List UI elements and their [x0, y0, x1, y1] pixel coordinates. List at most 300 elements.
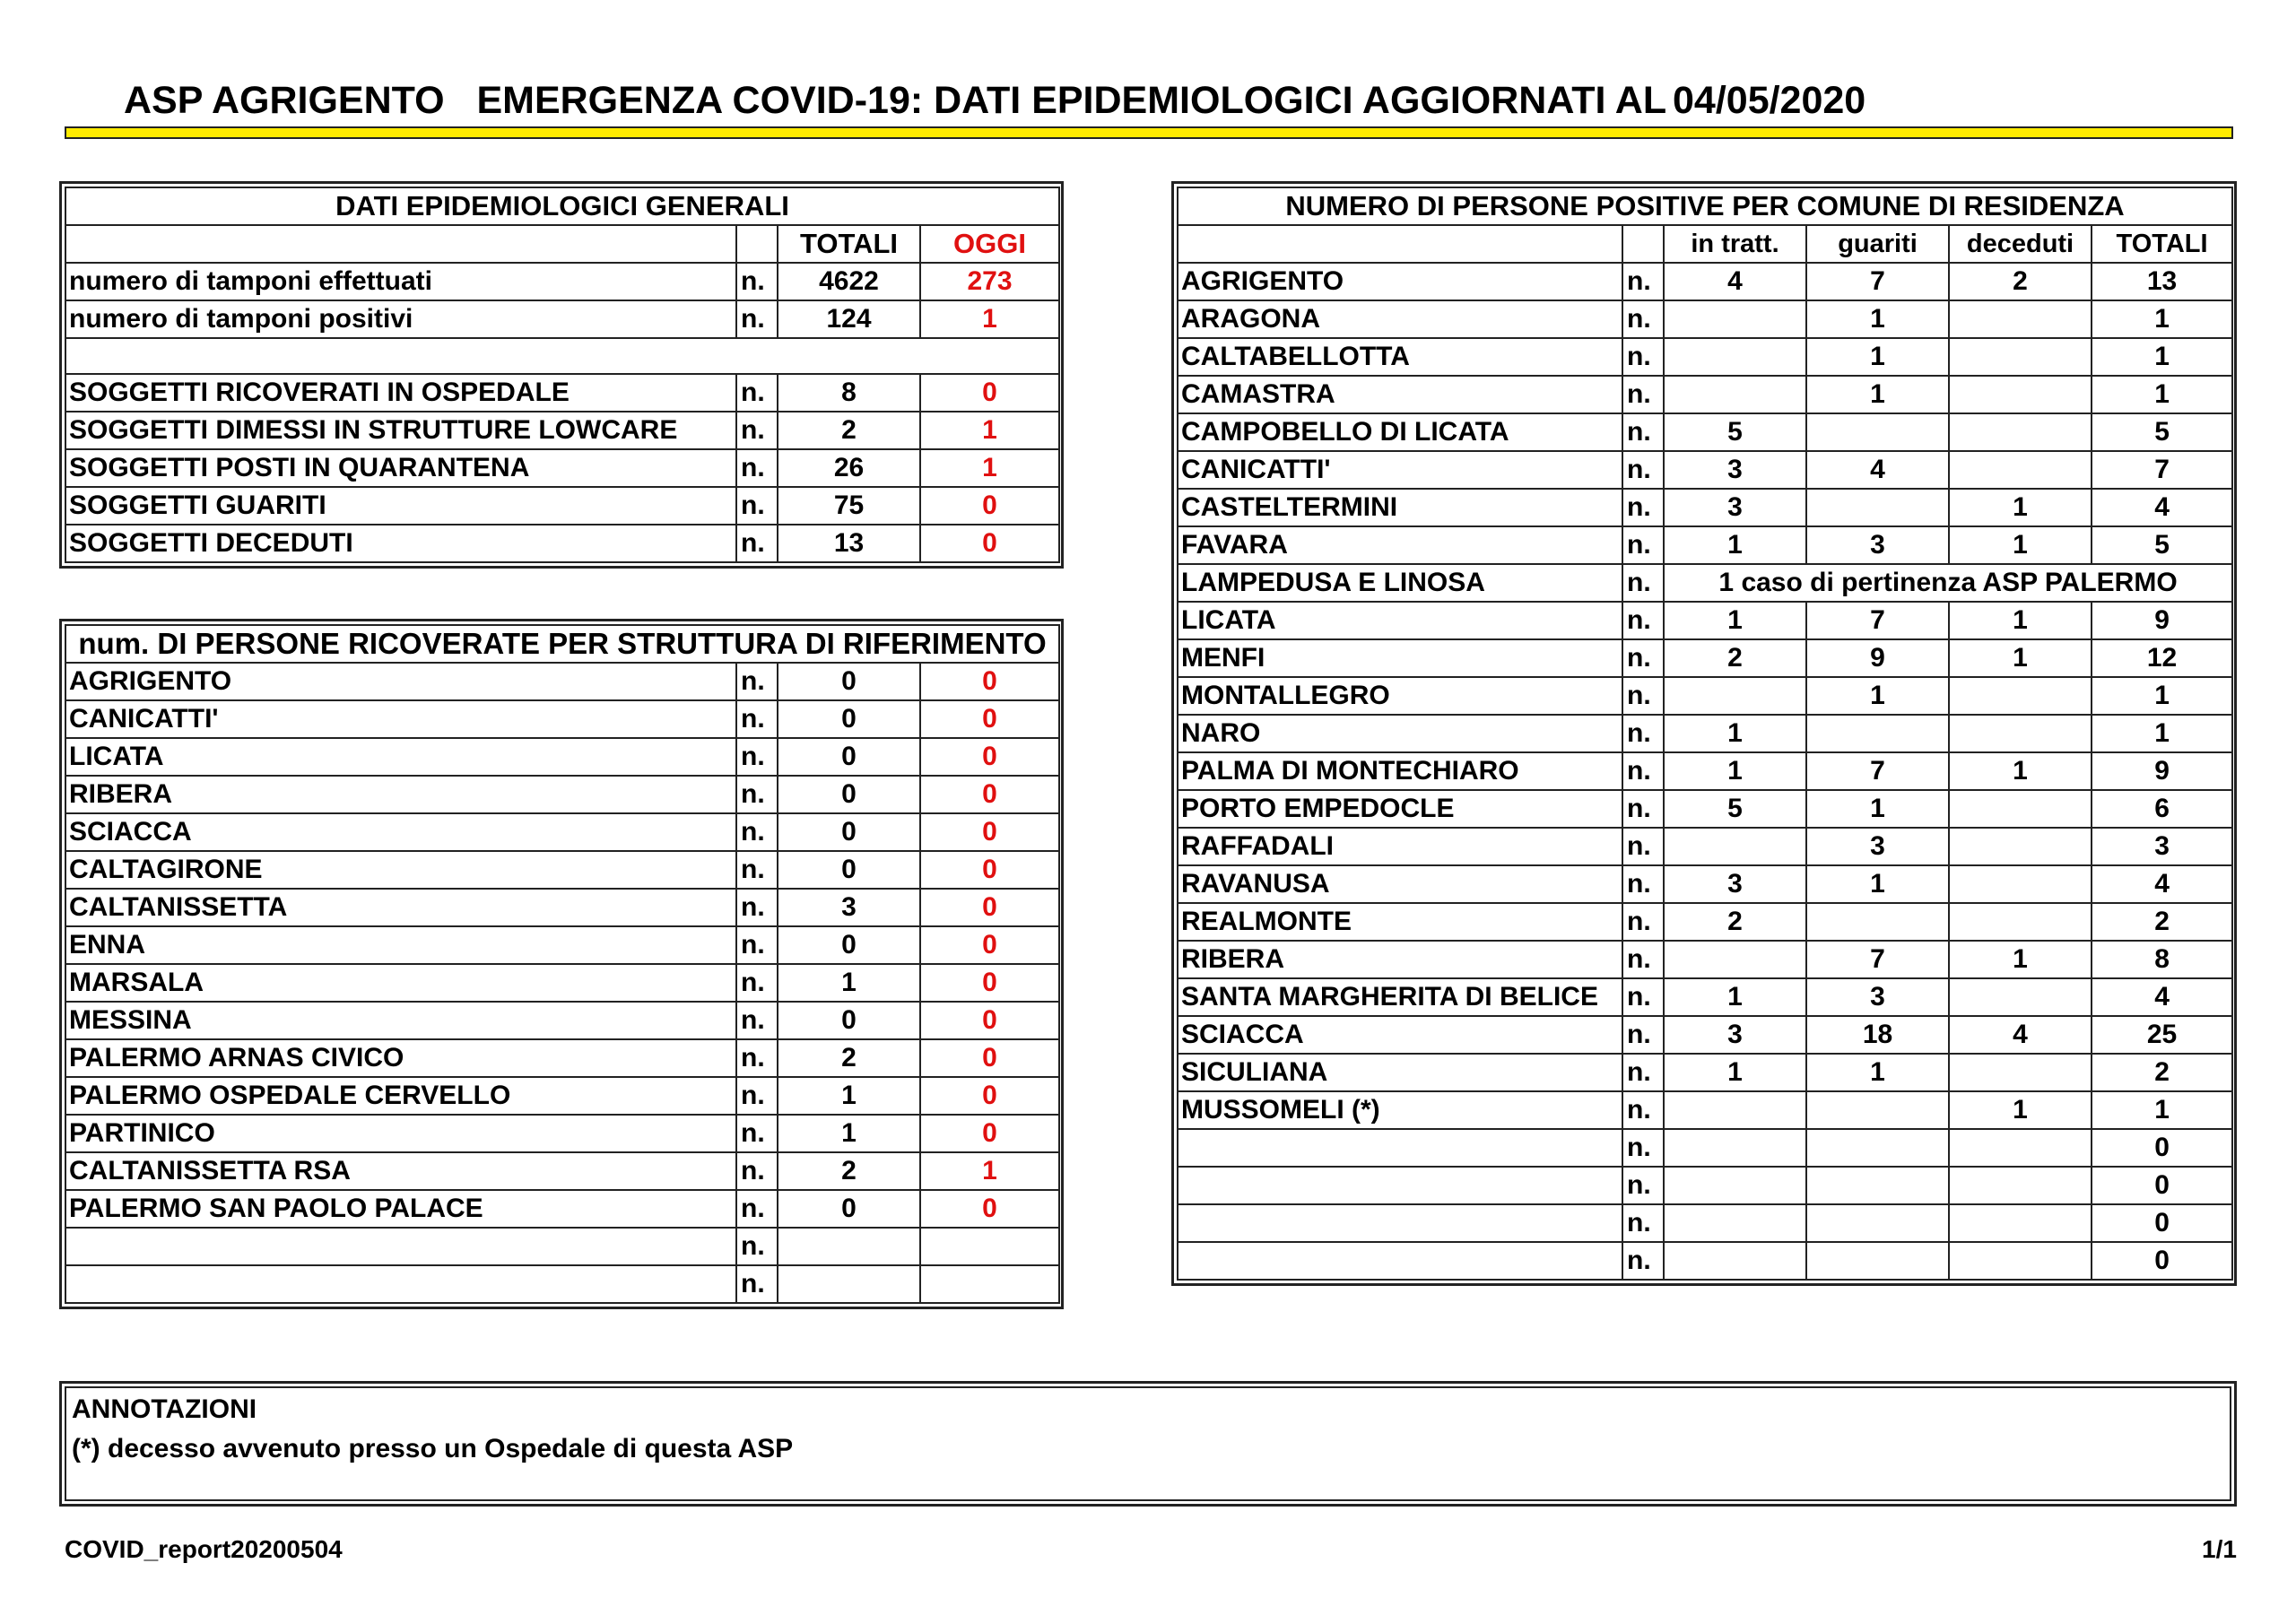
comune-row [1178, 1129, 2232, 1167]
value-guariti [1806, 903, 1949, 941]
annotations-content [65, 1386, 2231, 1501]
comune-row [1178, 715, 2232, 752]
comune-name [1178, 1204, 1622, 1242]
value-guariti: 9 [1806, 639, 1949, 677]
value-totali: 0 [778, 700, 920, 738]
value-totali: 0 [778, 926, 920, 964]
comune-name: PORTO EMPEDOCLE [1178, 790, 1622, 828]
general-row [65, 374, 1059, 412]
comune-name: NARO [1178, 715, 1622, 752]
row-unit: n. [1622, 451, 1664, 489]
comune-name: PALMA DI MONTECHIARO [1178, 752, 1622, 790]
row-unit: n. [736, 1039, 778, 1077]
value-oggi: 0 [920, 525, 1059, 562]
value-in-tratt: 1 [1664, 715, 1806, 752]
value-totali: 4622 [778, 263, 920, 300]
value-totali: 1 [2092, 338, 2232, 376]
value-totali: 3 [778, 889, 920, 926]
value-guariti: 1 [1806, 376, 1949, 413]
comune-row [1178, 413, 2232, 451]
value-oggi: 0 [920, 1077, 1059, 1115]
hospital-name: CALTANISSETTA RSA [65, 1152, 736, 1190]
comune-name: MUSSOMELI (*) [1178, 1091, 1622, 1129]
general-row [65, 412, 1059, 449]
value-in-tratt [1664, 1091, 1806, 1129]
hospital-name: LICATA [65, 738, 736, 776]
value-oggi: 0 [920, 374, 1059, 412]
col-header-guariti: guariti [1806, 225, 1949, 263]
general-data-panel [59, 181, 1064, 569]
col-header-tratt: in tratt. [1664, 225, 1806, 263]
value-guariti [1806, 715, 1949, 752]
hospital-name: PALERMO SAN PAOLO PALACE [65, 1190, 736, 1228]
value-in-tratt [1664, 1129, 1806, 1167]
value-in-tratt [1664, 338, 1806, 376]
row-unit: n. [736, 487, 778, 525]
value-guariti [1806, 1242, 1949, 1280]
general-table-title: DATI EPIDEMIOLOGICI GENERALI [65, 187, 1059, 225]
value-guariti [1806, 1129, 1949, 1167]
value-deceduti [1949, 1054, 2092, 1091]
value-totali: 1 [2092, 1091, 2232, 1129]
row-unit: n. [1622, 639, 1664, 677]
comune-name: CALTABELLOTTA [1178, 338, 1622, 376]
hospital-name [65, 1228, 736, 1265]
general-row [65, 487, 1059, 525]
hospital-name: PALERMO OSPEDALE CERVELLO [65, 1077, 736, 1115]
hospital-name: CANICATTI' [65, 700, 736, 738]
comune-name [1178, 1242, 1622, 1280]
value-totali: 124 [778, 300, 920, 338]
col-header-totali: TOTALI [778, 225, 920, 263]
value-totali: 1 [778, 964, 920, 1002]
comune-row [1178, 1016, 2232, 1054]
row-unit: n. [1622, 752, 1664, 790]
comune-row [1178, 376, 2232, 413]
hospital-row [65, 1039, 1059, 1077]
value-deceduti: 2 [1949, 263, 2092, 300]
row-unit: n. [1622, 1129, 1664, 1167]
value-deceduti [1949, 715, 2092, 752]
hospital-row [65, 851, 1059, 889]
row-label: numero di tamponi effettuati [65, 263, 736, 300]
hospital-row [65, 738, 1059, 776]
value-deceduti: 1 [1949, 639, 2092, 677]
comune-name [1178, 1167, 1622, 1204]
value-totali: 1 [2092, 715, 2232, 752]
value-totali: 25 [2092, 1016, 2232, 1054]
comune-row [1178, 526, 2232, 564]
row-unit: n. [1622, 715, 1664, 752]
row-unit: n. [1622, 1091, 1664, 1129]
comune-row [1178, 564, 2232, 602]
comune-name: SICULIANA [1178, 1054, 1622, 1091]
value-in-tratt: 1 [1664, 1054, 1806, 1091]
value-in-tratt [1664, 941, 1806, 978]
row-unit: n. [736, 926, 778, 964]
comune-row [1178, 978, 2232, 1016]
comune-name: LAMPEDUSA E LINOSA [1178, 564, 1622, 602]
value-deceduti [1949, 677, 2092, 715]
report-date: 04/05/2020 [1673, 79, 1866, 122]
comune-row [1178, 1167, 2232, 1204]
value-oggi: 0 [920, 776, 1059, 813]
comune-row [1178, 941, 2232, 978]
row-unit: n. [736, 449, 778, 487]
footer-filename: COVID_report20200504 [65, 1535, 343, 1563]
value-guariti: 3 [1806, 978, 1949, 1016]
comune-row [1178, 338, 2232, 376]
value-guariti: 7 [1806, 263, 1949, 300]
value-in-tratt: 1 [1664, 978, 1806, 1016]
comune-name: FAVARA [1178, 526, 1622, 564]
comune-name: RAVANUSA [1178, 865, 1622, 903]
hospital-row [65, 926, 1059, 964]
hospital-name [65, 1265, 736, 1303]
value-totali: 9 [2092, 752, 2232, 790]
value-totali: 0 [778, 738, 920, 776]
value-totali [778, 1228, 920, 1265]
value-totali: 5 [2092, 413, 2232, 451]
row-unit: n. [736, 1002, 778, 1039]
value-totali: 0 [778, 1002, 920, 1039]
row-unit: n. [1622, 1167, 1664, 1204]
comuni-panel [1171, 181, 2237, 1286]
row-unit: n. [736, 412, 778, 449]
value-oggi: 0 [920, 964, 1059, 1002]
row-unit: n. [736, 263, 778, 300]
value-totali: 1 [2092, 376, 2232, 413]
row-unit: n. [1622, 978, 1664, 1016]
hospitals-table [65, 624, 1060, 1304]
spacer-row [65, 338, 1059, 374]
hospital-name: ENNA [65, 926, 736, 964]
row-unit: n. [1622, 903, 1664, 941]
value-totali: 0 [778, 1190, 920, 1228]
row-label: SOGGETTI DECEDUTI [65, 525, 736, 562]
row-unit: n. [736, 525, 778, 562]
row-unit: n. [1622, 413, 1664, 451]
value-guariti: 1 [1806, 1054, 1949, 1091]
row-label: SOGGETTI GUARITI [65, 487, 736, 525]
value-oggi: 0 [920, 851, 1059, 889]
comune-name: SANTA MARGHERITA DI BELICE [1178, 978, 1622, 1016]
value-totali: 3 [2092, 828, 2232, 865]
value-totali: 1 [778, 1077, 920, 1115]
value-totali: 7 [2092, 451, 2232, 489]
value-totali: 1 [2092, 300, 2232, 338]
row-unit: n. [1622, 677, 1664, 715]
row-unit: n. [736, 1190, 778, 1228]
value-oggi: 1 [920, 300, 1059, 338]
footer-page-number: 1/1 [2202, 1535, 2237, 1563]
hospital-row [65, 1265, 1059, 1303]
comune-name: RIBERA [1178, 941, 1622, 978]
value-totali: 13 [778, 525, 920, 562]
row-unit: n. [736, 300, 778, 338]
hospital-name: MESSINA [65, 1002, 736, 1039]
hospital-row [65, 1228, 1059, 1265]
value-totali: 2 [2092, 903, 2232, 941]
comuni-table [1177, 187, 2233, 1281]
value-in-tratt: 2 [1664, 903, 1806, 941]
value-deceduti: 4 [1949, 1016, 2092, 1054]
comune-row [1178, 790, 2232, 828]
value-oggi: 273 [920, 263, 1059, 300]
row-unit: n. [1622, 489, 1664, 526]
row-unit: n. [736, 1228, 778, 1265]
row-unit: n. [1622, 941, 1664, 978]
hospital-row [65, 700, 1059, 738]
comune-name: ARAGONA [1178, 300, 1622, 338]
row-unit: n. [1622, 790, 1664, 828]
value-deceduti [1949, 865, 2092, 903]
value-guariti [1806, 489, 1949, 526]
value-deceduti [1949, 828, 2092, 865]
hospital-row [65, 813, 1059, 851]
comune-row [1178, 1204, 2232, 1242]
value-totali: 8 [778, 374, 920, 412]
value-deceduti [1949, 1167, 2092, 1204]
value-oggi: 1 [920, 412, 1059, 449]
value-in-tratt: 4 [1664, 263, 1806, 300]
value-oggi: 0 [920, 813, 1059, 851]
comune-row [1178, 451, 2232, 489]
value-guariti: 3 [1806, 526, 1949, 564]
value-in-tratt [1664, 677, 1806, 715]
value-deceduti: 1 [1949, 752, 2092, 790]
comune-row [1178, 300, 2232, 338]
comune-name: CANICATTI' [1178, 451, 1622, 489]
general-row [65, 300, 1059, 338]
general-row [65, 263, 1059, 300]
col-header-deceduti: deceduti [1949, 225, 2092, 263]
value-totali: 1 [2092, 677, 2232, 715]
row-unit: n. [736, 851, 778, 889]
value-guariti: 1 [1806, 338, 1949, 376]
row-unit: n. [1622, 1204, 1664, 1242]
value-totali [778, 1265, 920, 1303]
value-guariti: 1 [1806, 865, 1949, 903]
value-guariti: 18 [1806, 1016, 1949, 1054]
title-underline-bar [65, 126, 2233, 139]
value-oggi: 0 [920, 889, 1059, 926]
value-totali: 5 [2092, 526, 2232, 564]
hospital-row [65, 1002, 1059, 1039]
hospital-name: CALTANISSETTA [65, 889, 736, 926]
value-totali: 0 [778, 663, 920, 700]
comune-name [1178, 1129, 1622, 1167]
value-in-tratt: 3 [1664, 1016, 1806, 1054]
value-guariti: 4 [1806, 451, 1949, 489]
value-oggi: 0 [920, 700, 1059, 738]
value-guariti [1806, 1091, 1949, 1129]
general-row [65, 449, 1059, 487]
comune-row [1178, 677, 2232, 715]
comune-name: RAFFADALI [1178, 828, 1622, 865]
hospitals-table-title: num. DI PERSONE RICOVERATE PER STRUTTURA DI RIFERIMENTO [65, 625, 1059, 663]
comune-row [1178, 1091, 2232, 1129]
row-unit: n. [1622, 1242, 1664, 1280]
value-totali: 9 [2092, 602, 2232, 639]
hospital-name: AGRIGENTO [65, 663, 736, 700]
value-totali: 2 [778, 1152, 920, 1190]
value-totali: 6 [2092, 790, 2232, 828]
value-in-tratt: 1 [1664, 602, 1806, 639]
value-deceduti [1949, 790, 2092, 828]
comune-name: MENFI [1178, 639, 1622, 677]
comune-row [1178, 903, 2232, 941]
comune-row [1178, 263, 2232, 300]
value-totali: 1 [778, 1115, 920, 1152]
value-in-tratt: 2 [1664, 639, 1806, 677]
value-in-tratt [1664, 300, 1806, 338]
hospital-row [65, 1115, 1059, 1152]
value-totali: 0 [2092, 1129, 2232, 1167]
comune-row [1178, 1054, 2232, 1091]
hospital-row [65, 964, 1059, 1002]
value-in-tratt [1664, 1204, 1806, 1242]
value-totali: 12 [2092, 639, 2232, 677]
annotations-panel [59, 1381, 2237, 1507]
comune-name: MONTALLEGRO [1178, 677, 1622, 715]
value-totali: 0 [778, 813, 920, 851]
row-unit: n. [736, 813, 778, 851]
row-unit: n. [736, 374, 778, 412]
row-unit: n. [1622, 338, 1664, 376]
value-deceduti: 1 [1949, 526, 2092, 564]
comune-name: SCIACCA [1178, 1016, 1622, 1054]
row-unit: n. [1622, 526, 1664, 564]
value-oggi: 0 [920, 738, 1059, 776]
hospitals-panel [59, 619, 1064, 1309]
value-in-tratt: 5 [1664, 413, 1806, 451]
value-deceduti [1949, 903, 2092, 941]
value-guariti [1806, 1167, 1949, 1204]
value-guariti: 7 [1806, 602, 1949, 639]
value-in-tratt: 1 [1664, 752, 1806, 790]
row-unit: n. [736, 1152, 778, 1190]
value-totali: 0 [2092, 1242, 2232, 1280]
comune-name: REALMONTE [1178, 903, 1622, 941]
hospital-row [65, 776, 1059, 813]
row-unit: n. [1622, 564, 1664, 602]
value-oggi: 0 [920, 1190, 1059, 1228]
hospital-row [65, 1077, 1059, 1115]
value-oggi: 0 [920, 1039, 1059, 1077]
row-unit: n. [736, 889, 778, 926]
hospital-name: SCIACCA [65, 813, 736, 851]
value-deceduti [1949, 451, 2092, 489]
row-unit: n. [736, 1115, 778, 1152]
row-unit: n. [1622, 1016, 1664, 1054]
row-unit: n. [1622, 828, 1664, 865]
value-oggi: 1 [920, 449, 1059, 487]
value-deceduti [1949, 338, 2092, 376]
value-guariti: 7 [1806, 752, 1949, 790]
value-guariti [1806, 1204, 1949, 1242]
value-oggi: 0 [920, 1115, 1059, 1152]
hospital-row [65, 1190, 1059, 1228]
row-unit: n. [1622, 602, 1664, 639]
value-totali: 8 [2092, 941, 2232, 978]
value-in-tratt [1664, 376, 1806, 413]
comune-name: CAMASTRA [1178, 376, 1622, 413]
value-in-tratt: 3 [1664, 451, 1806, 489]
value-deceduti [1949, 376, 2092, 413]
hospital-name: CALTAGIRONE [65, 851, 736, 889]
comune-row [1178, 865, 2232, 903]
value-in-tratt [1664, 828, 1806, 865]
value-oggi: 0 [920, 1002, 1059, 1039]
row-label: SOGGETTI RICOVERATI IN OSPEDALE [65, 374, 736, 412]
hospital-name: PARTINICO [65, 1115, 736, 1152]
value-totali: 0 [2092, 1204, 2232, 1242]
value-totali: 13 [2092, 263, 2232, 300]
row-unit: n. [1622, 300, 1664, 338]
row-unit: n. [736, 738, 778, 776]
row-unit: n. [736, 1265, 778, 1303]
value-in-tratt: 3 [1664, 865, 1806, 903]
comuni-table-title: NUMERO DI PERSONE POSITIVE PER COMUNE DI RESIDENZA [1178, 187, 2232, 225]
hospital-name: PALERMO ARNAS CIVICO [65, 1039, 736, 1077]
value-guariti: 7 [1806, 941, 1949, 978]
value-deceduti: 1 [1949, 489, 2092, 526]
value-oggi: 0 [920, 926, 1059, 964]
row-unit: n. [736, 776, 778, 813]
value-guariti: 3 [1806, 828, 1949, 865]
hospital-row [65, 889, 1059, 926]
hospital-name: RIBERA [65, 776, 736, 813]
value-deceduti: 1 [1949, 1091, 2092, 1129]
general-row [65, 525, 1059, 562]
comune-row [1178, 828, 2232, 865]
title-text: ASP AGRIGENTO EMERGENZA COVID-19: DATI EPIDEMIOLOGICI AGGIORNATI AL [124, 79, 1667, 122]
value-guariti: 1 [1806, 300, 1949, 338]
general-data-table [65, 187, 1060, 563]
value-totali: 2 [2092, 1054, 2232, 1091]
report-title [124, 75, 2187, 126]
value-totali: 0 [778, 776, 920, 813]
value-totali: 4 [2092, 865, 2232, 903]
value-oggi [920, 1228, 1059, 1265]
value-in-tratt: 3 [1664, 489, 1806, 526]
value-totali: 4 [2092, 489, 2232, 526]
row-unit: n. [1622, 263, 1664, 300]
value-totali: 4 [2092, 978, 2232, 1016]
value-oggi [920, 1265, 1059, 1303]
hospital-row [65, 663, 1059, 700]
row-unit: n. [736, 663, 778, 700]
value-totali: 2 [778, 1039, 920, 1077]
value-deceduti [1949, 978, 2092, 1016]
row-label: SOGGETTI POSTI IN QUARANTENA [65, 449, 736, 487]
row-unit: n. [736, 964, 778, 1002]
value-totali: 75 [778, 487, 920, 525]
row-label: numero di tamponi positivi [65, 300, 736, 338]
value-totali: 0 [778, 851, 920, 889]
value-deceduti [1949, 1204, 2092, 1242]
comune-name: LICATA [1178, 602, 1622, 639]
comune-row [1178, 602, 2232, 639]
value-oggi: 1 [920, 1152, 1059, 1190]
value-deceduti: 1 [1949, 602, 2092, 639]
value-guariti: 1 [1806, 790, 1949, 828]
value-totali: 26 [778, 449, 920, 487]
hospital-row [65, 1152, 1059, 1190]
row-unit: n. [736, 1077, 778, 1115]
annotations-title: ANNOTAZIONI [72, 1394, 257, 1424]
